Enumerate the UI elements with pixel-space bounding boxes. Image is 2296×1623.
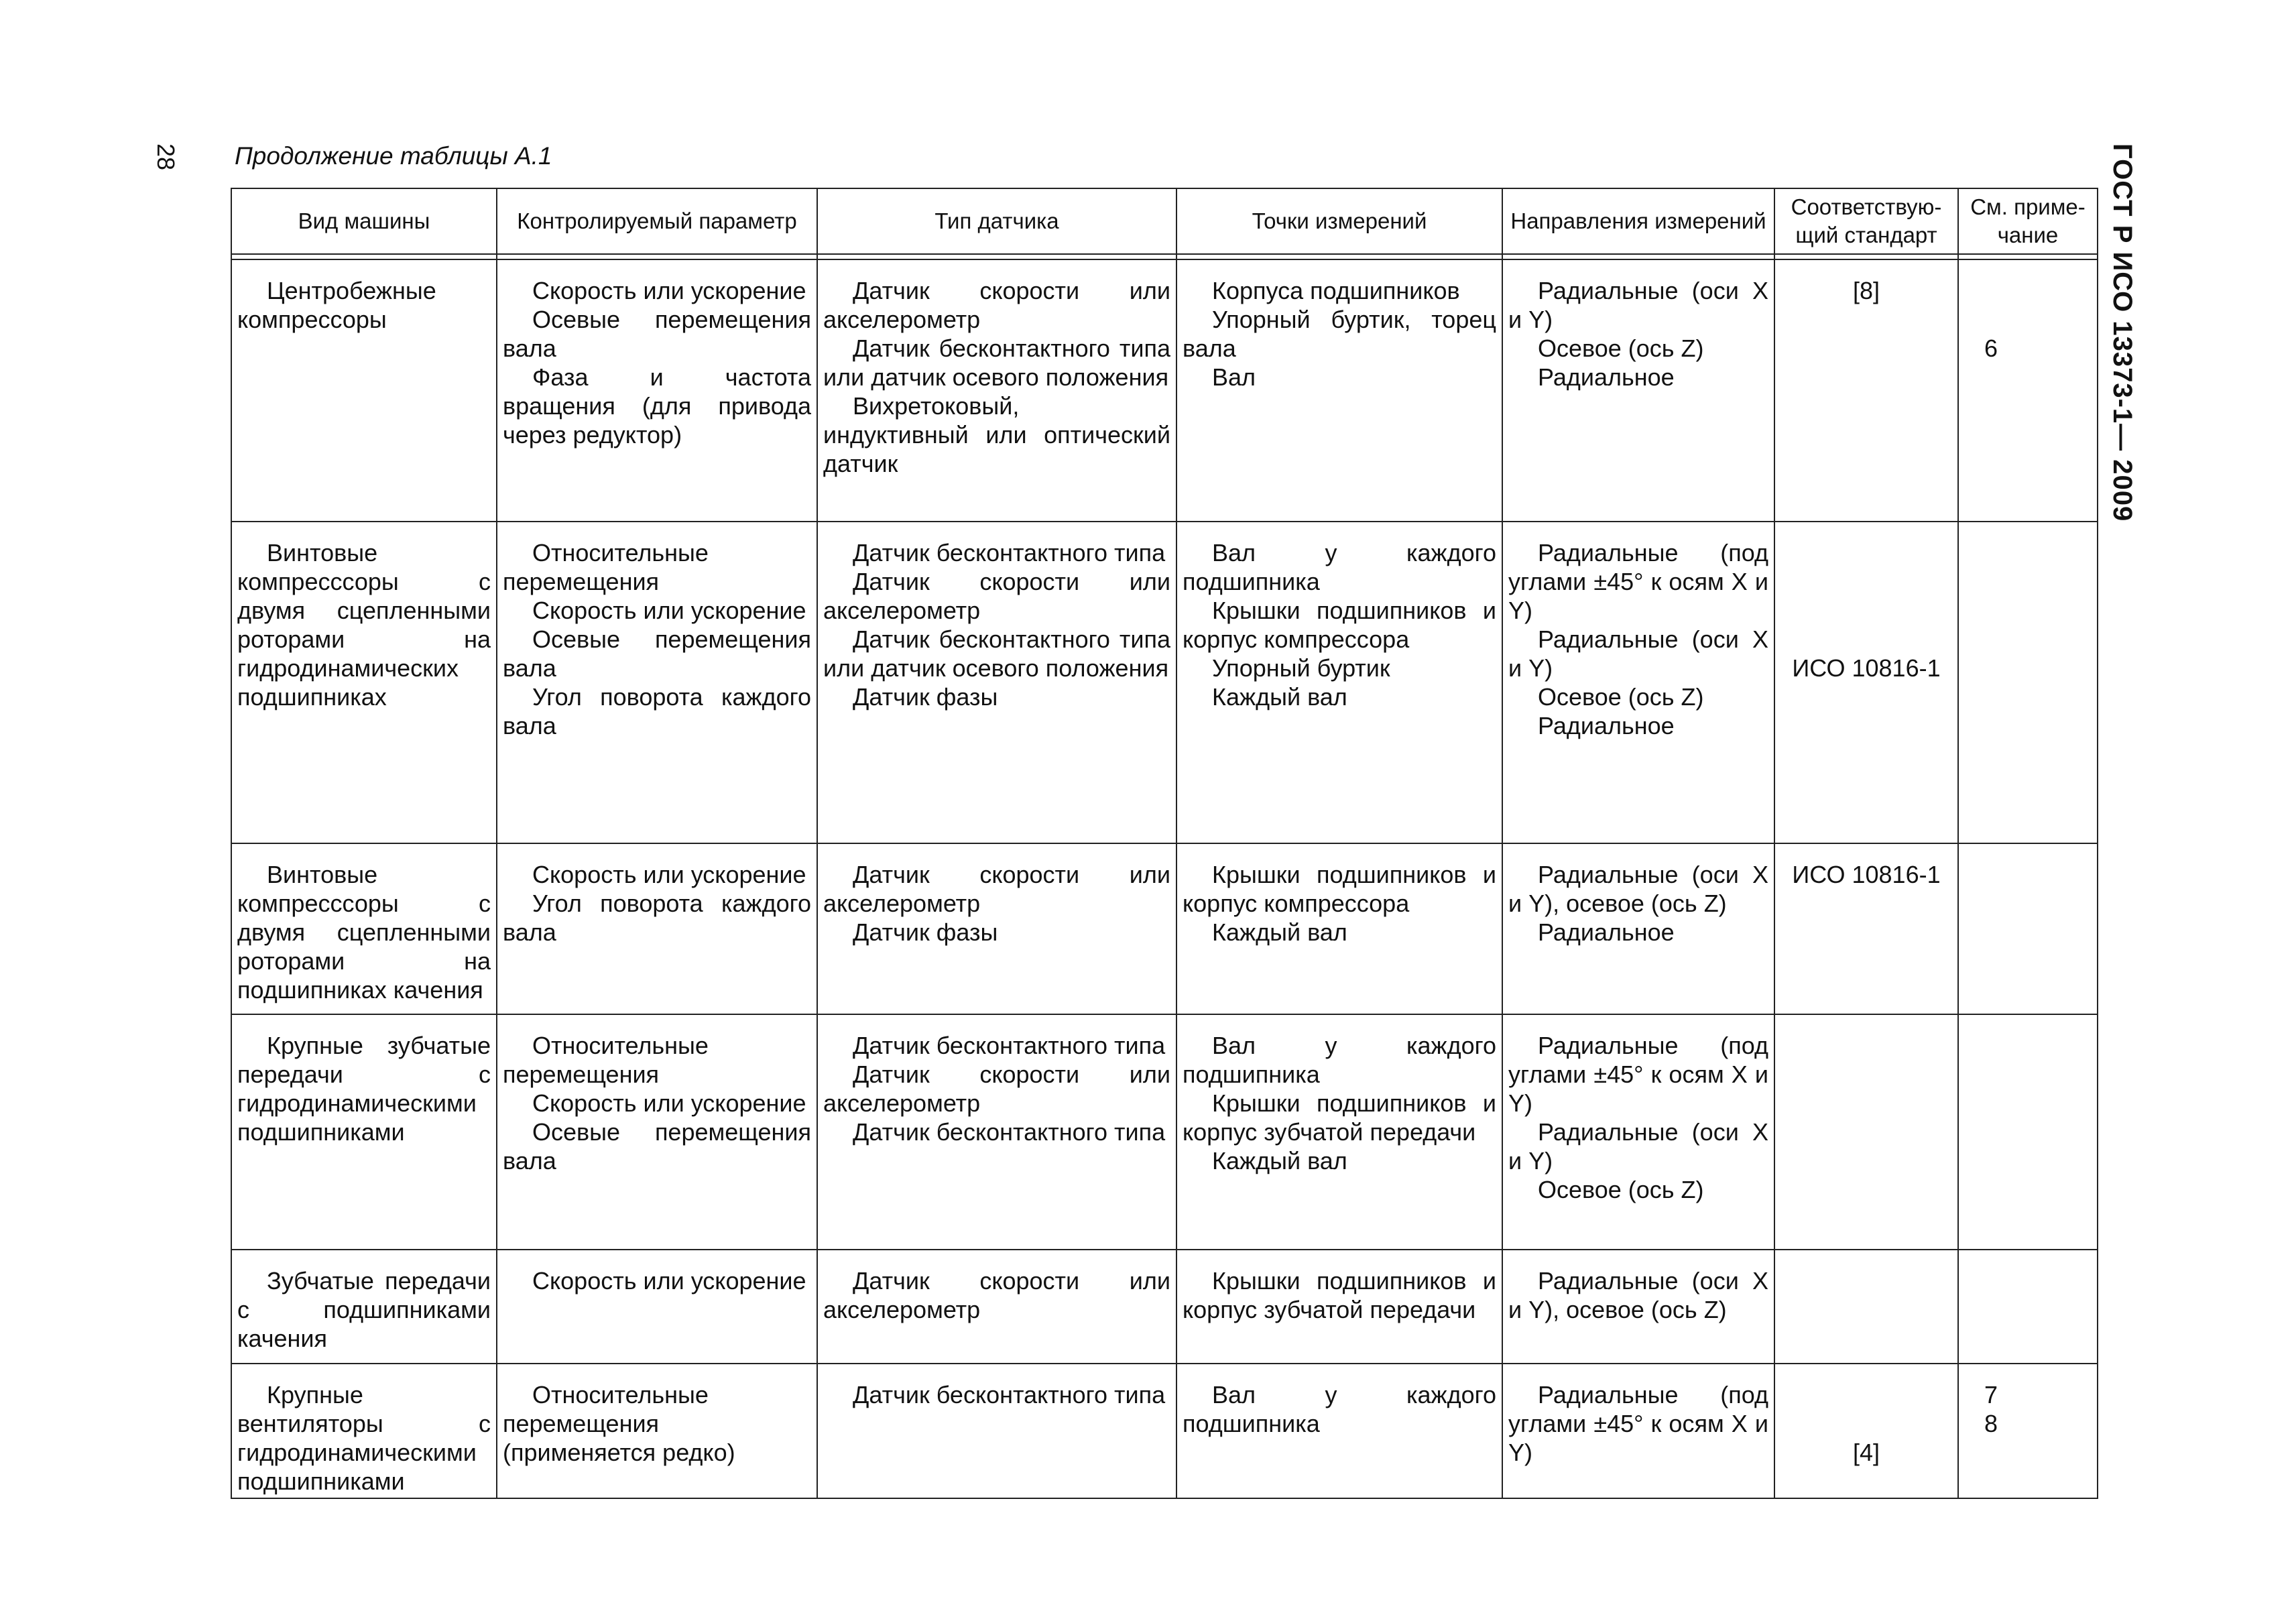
machine-type-text: Зубчатые передачи с подшипниками качения [237,1266,491,1352]
parameter-cell [497,1250,817,1364]
sensor-text: Датчик скорости или акселерометр [823,860,1170,917]
document-title: ГОСТ Р ИСО 13373-1— 2009 [2108,143,2137,522]
direction-cell [1502,522,1774,843]
sensor-cell [817,522,1176,843]
points-text: Корпуса подшипников [1212,277,1460,304]
note-cell [1958,1364,2098,1498]
points-text: Упорный буртик, торец вала [1183,306,1496,362]
points-cell [1176,259,1502,522]
parameter-text: Относительные перемещения (применяется редко) [503,1381,735,1467]
machine-type-text: Крупные зубчатые передачи с гидродинамическими подшипниками [237,1031,491,1146]
sensor-text: Датчик скорости или акселерометр [823,277,1170,333]
machine-type-text: Винтовые компресссоры с двумя сцепленными роторами на подшипниках качения [237,860,491,1004]
standard-text: ИСО 10816-1 [1792,860,1941,888]
standard-text: [4] [1852,1439,1880,1467]
direction-text: Осевое (ось Z) [1538,683,1704,711]
standard-text: ИСО 10816-1 [1792,654,1941,682]
machine-type-cell [231,1250,497,1364]
standard-cell [1774,843,1958,1014]
header-sensor: Тип датчика [817,188,1176,254]
table-group-row [231,1014,2098,1250]
machine-type-cell [231,1364,497,1498]
header-gap [231,254,2098,259]
header-direction: Направления измерений [1502,188,1774,254]
machine-type-cell [231,843,497,1014]
table-group-row [231,1250,2098,1364]
parameter-text: Осевые перемещения вала [503,1118,811,1175]
sensor-text: Датчик фазы [853,918,998,946]
machine-type-text: Винтовые компресссоры с двумя сцепленными роторами на гидродинамических подшипниках [237,539,491,711]
points-text: Крышки подшипников и корпус зубчатой передачи [1183,1089,1496,1146]
sensor-cell [817,1364,1176,1498]
direction-text: Радиальные (оси X и Y), осевое (ось Z) [1508,1266,1768,1323]
header-row [231,188,2098,254]
direction-text: Осевое (ось Z) [1538,1175,1704,1203]
header-standard: Соответствую- щий стандарт [1774,188,1958,254]
direction-text: Радиальные (под углами ±45° к осям X и Y) [1508,1031,1768,1117]
direction-text: Радиальное [1538,918,1675,946]
parameter-text: Фаза и частота вращения (для привода через редуктор) [503,363,811,448]
direction-text: Радиальные (под углами ±45° к осям X и Y) [1508,539,1768,625]
points-cell [1176,843,1502,1014]
parameter-text: Скорость или ускорение [532,277,806,304]
points-text: Каждый вал [1212,918,1347,946]
table-caption: Продолжение таблицы А.1 [235,142,552,170]
direction-cell [1502,259,1774,522]
direction-cell [1502,1250,1774,1364]
direction-text: Радиальные (оси X и Y), осевое (ось Z) [1508,860,1768,917]
header-note: См. приме- чание [1958,188,2098,254]
machine-type-cell [231,1014,497,1250]
sensor-cell [817,1014,1176,1250]
parameter-text: Относительные перемещения [503,1031,709,1088]
points-cell [1176,1364,1502,1498]
table-group-row [231,843,2098,1014]
note-cell [1958,259,2098,522]
sensor-text: Датчик бесконтактного типа или датчик осевого положения [823,335,1170,391]
header-parameter: Контролируемый параметр [497,188,817,254]
standard-cell [1774,1014,1958,1250]
standard-cell [1774,259,1958,522]
parameter-text: Скорость или ускорение [532,1089,806,1117]
standard-cell [1774,1250,1958,1364]
sensor-text: Вихретоковый, индуктивный или оптический датчик [823,392,1170,477]
header-points: Точки измерений [1176,188,1502,254]
machine-type-text: Крупные вентиляторы с гидродинамическими подшипниками [237,1381,491,1496]
parameter-text: Угол поворота каждого вала [503,889,811,946]
sensor-table [231,188,2098,1499]
note-text: 6 [1984,335,1998,362]
points-text: Крышки подшипников и корпус компрессора [1183,860,1496,917]
page-number: 28 [152,143,180,171]
points-text: Вал у каждого подшипника [1183,539,1496,596]
points-text: Каждый вал [1212,1146,1347,1175]
sensor-text: Датчик скорости или акселерометр [823,1060,1170,1117]
direction-text: Радиальное [1538,363,1675,391]
note-cell [1958,1250,2098,1364]
standard-cell [1774,522,1958,843]
points-text: Упорный буртик [1212,654,1390,682]
points-text: Крышки подшипников и корпус компрессора [1183,597,1496,654]
sensor-text: Датчик скорости или акселерометр [823,568,1170,625]
points-cell [1176,1250,1502,1364]
direction-text: Радиальное [1538,712,1675,740]
direction-text: Радиальные (оси X и Y) [1508,625,1768,682]
sensor-text: Датчик фазы [853,683,998,711]
machine-type-cell [231,522,497,843]
sensor-text: Датчик бесконтактного типа [853,1118,1166,1146]
points-text: Вал у каждого подшипника [1183,1031,1496,1088]
sensor-text: Датчик бесконтактного типа [853,539,1166,567]
direction-cell [1502,1014,1774,1250]
sensor-text: Датчик бесконтактного типа [853,1381,1166,1409]
parameter-text: Скорость или ускорение [532,597,806,625]
points-text: Каждый вал [1212,683,1347,711]
table-body [231,259,2098,1498]
sensor-text: Датчик бесконтактного типа [853,1031,1166,1059]
standard-text: [8] [1852,277,1880,304]
parameter-cell [497,522,817,843]
direction-text: Осевое (ось Z) [1538,335,1704,362]
table-group-row [231,1364,2098,1498]
direction-text: Радиальные (оси X и Y) [1508,277,1768,333]
parameter-text: Угол поворота каждого вала [503,683,811,740]
sensor-cell [817,1250,1176,1364]
parameter-cell [497,1014,817,1250]
sensor-text: Датчик скорости или акселерометр [823,1266,1170,1323]
note-cell [1958,843,2098,1014]
sensor-cell [817,259,1176,522]
sensor-cell [817,843,1176,1014]
note-cell [1958,1014,2098,1250]
direction-cell [1502,843,1774,1014]
direction-cell [1502,1364,1774,1498]
table-group-row [231,522,2098,843]
parameter-text: Осевые перемещения вала [503,625,811,682]
points-cell [1176,1014,1502,1250]
points-text: Вал у каждого подшипника [1183,1381,1496,1438]
machine-type-cell [231,259,497,522]
parameter-cell [497,1364,817,1498]
points-cell [1176,522,1502,843]
note-cell [1958,522,2098,843]
sensor-text: Датчик бесконтактного типа или датчик осевого положения [823,625,1170,682]
standard-cell [1774,1364,1958,1498]
points-text: Вал [1212,363,1256,391]
parameter-text: Относительные перемещения [503,539,709,596]
direction-text: Радиальные (оси X и Y) [1508,1118,1768,1175]
parameter-cell [497,843,817,1014]
parameter-cell [497,259,817,522]
header-machine-type: Вид машины [231,188,497,254]
parameter-text: Осевые перемещения вала [503,306,811,362]
points-text: Крышки подшипников и корпус зубчатой передачи [1183,1266,1496,1323]
note-text: 7 8 [1984,1381,1998,1438]
direction-text: Радиальные (под углами ±45° к осям X и Y) [1508,1381,1768,1467]
machine-type-text: Центробежные компрессоры [237,277,436,333]
parameter-text: Скорость или ускорение [532,1266,806,1295]
table-group-row [231,259,2098,522]
parameter-text: Скорость или ускорение [532,860,806,888]
